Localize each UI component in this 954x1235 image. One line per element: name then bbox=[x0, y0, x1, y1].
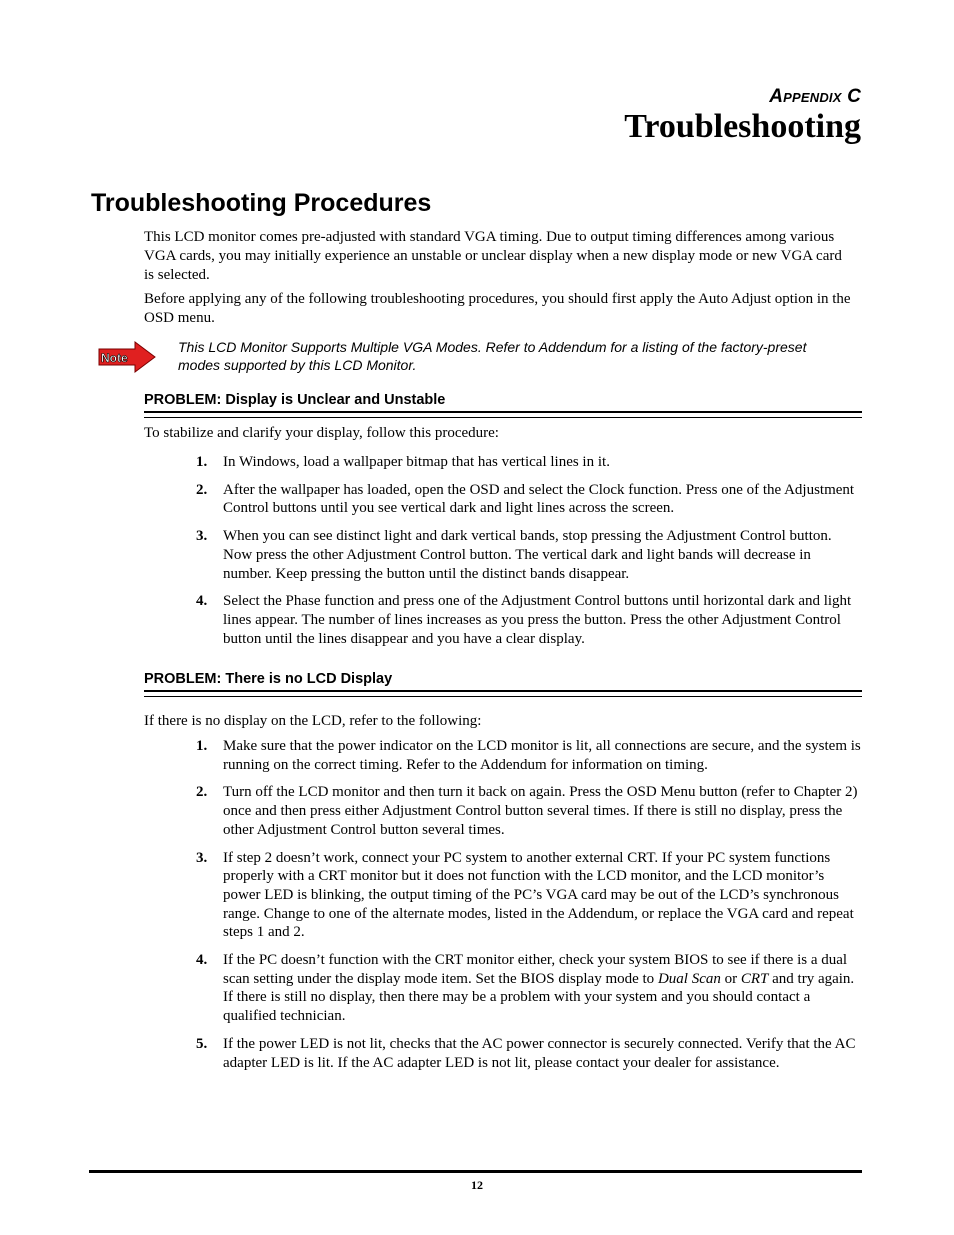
list-item bbox=[196, 481, 862, 518]
problem-1-heading: PROBLEM: Display is Unclear and Unstable bbox=[144, 392, 446, 408]
step-number: 3. bbox=[196, 528, 208, 545]
chapter-title: Troubleshooting bbox=[624, 108, 861, 145]
step-text: Select the Phase function and press one of the Adjustment Control buttons until horizontal dark and light lines appear. The number of lines increases as you press the button. Press the other Adjustment Control button until the lines disappear and you have a clear display. bbox=[223, 593, 852, 647]
step-number: 2. bbox=[196, 481, 208, 498]
step-number: 3. bbox=[196, 849, 208, 866]
problem-2-steps bbox=[196, 737, 862, 1081]
step-text: When you can see distinct light and dark vertical bands, stop pressing the Adjustment Control button. Now press the other Adjustment Control button. The vertical dark and light bands will decrease in number. Keep pressing the button until the distinct bands disappear. bbox=[223, 528, 832, 582]
problem-1-intro: To stabilize and clarify your display, follow this procedure: bbox=[144, 425, 499, 441]
list-item bbox=[196, 527, 862, 583]
problem-2-intro: If there is no display on the LCD, refer to the following: bbox=[144, 713, 482, 729]
list-item bbox=[196, 783, 862, 839]
section-title: Troubleshooting Procedures bbox=[91, 189, 432, 217]
step-number: 5. bbox=[196, 1035, 208, 1052]
step-text-part: or bbox=[720, 970, 741, 987]
problem-1-steps bbox=[196, 453, 862, 657]
list-item bbox=[196, 849, 862, 943]
step-text-part: and try again. If there is still no display, then there may be a problem with your system and you should contact a qualified technician. bbox=[223, 970, 855, 1025]
list-item bbox=[196, 951, 862, 1026]
intro-paragraph-2: Before applying any of the following troubleshooting procedures, you should first apply the Auto Adjust option in the OSD menu. bbox=[144, 291, 851, 326]
step-text: If step 2 doesn’t work, connect your PC system to another external CRT. If your PC system functions properly with a CRT monitor but it does not function with the LCD monitor, and the LCD monitor’s power LED is blinking, the output timing of the PC’s VGA card may be out of the LCD’s synchronous range. Change to one of the alternate modes, listed in the Addendum, or replace the VGA card and repeat steps 1 and 2. bbox=[223, 849, 854, 941]
step-text: If the power LED is not lit, checks that the AC power connector is securely connected. Verify that the AC adapter LED is lit. If the AC adapter LED is not lit, please contact your dealer for assistance. bbox=[223, 1035, 856, 1071]
list-item bbox=[196, 592, 862, 648]
problem-1-rule bbox=[144, 411, 862, 418]
footer-rule bbox=[89, 1170, 862, 1173]
list-item bbox=[196, 1035, 862, 1072]
step-text: Turn off the LCD monitor and then turn it back on again. Press the OSD Menu button (refer to Chapter 2) once and then press either Adjustment Control button several times. If there is still no display, press the other Adjustment Control button several times. bbox=[223, 784, 858, 838]
step-text-emphasis: Dual Scan bbox=[657, 970, 721, 987]
note-text: This LCD Monitor Supports Multiple VGA Modes. Refer to Addendum for a listing of the factory-preset modes supported by this LCD Monitor. bbox=[178, 339, 807, 373]
page-number: 12 bbox=[471, 1178, 483, 1192]
step-text-part: If the PC doesn’t function with the CRT monitor either, check your system BIOS to see if there is a dual scan setting under the display mode item. Set the BIOS display mode to bbox=[223, 952, 848, 987]
note-arrow-icon bbox=[97, 340, 157, 374]
step-text-emphasis: CRT bbox=[740, 970, 769, 987]
step-text bbox=[223, 951, 862, 1026]
problem-2-rule bbox=[144, 690, 862, 697]
step-number: 1. bbox=[196, 738, 208, 754]
step-number: 1. bbox=[196, 454, 208, 470]
step-number: 4. bbox=[196, 593, 208, 610]
appendix-label: Appendix C bbox=[769, 86, 861, 107]
list-item bbox=[196, 453, 862, 472]
list-item bbox=[196, 737, 862, 774]
step-text: In Windows, load a wallpaper bitmap that has vertical lines in it. bbox=[223, 454, 610, 470]
note-icon-label: Note bbox=[101, 351, 128, 365]
step-text: Make sure that the power indicator on the LCD monitor is lit, all connections are secure, and the system is running on the correct timing. Refer to the Addendum for information on timing. bbox=[223, 738, 861, 773]
step-number: 2. bbox=[196, 784, 208, 801]
problem-2-heading: PROBLEM: There is no LCD Display bbox=[144, 671, 393, 687]
step-number: 4. bbox=[196, 952, 208, 969]
intro-paragraph-1: This LCD monitor comes pre-adjusted with standard VGA timing. Due to output timing differences among various VGA cards, you may initially experience an unstable or unclear display when a new display mode or new VGA card is selected. bbox=[144, 229, 842, 283]
step-text: After the wallpaper has loaded, open the OSD and select the Clock function. Press one of the Adjustment Control buttons until you see vertical dark and light lines across the screen. bbox=[223, 481, 855, 517]
